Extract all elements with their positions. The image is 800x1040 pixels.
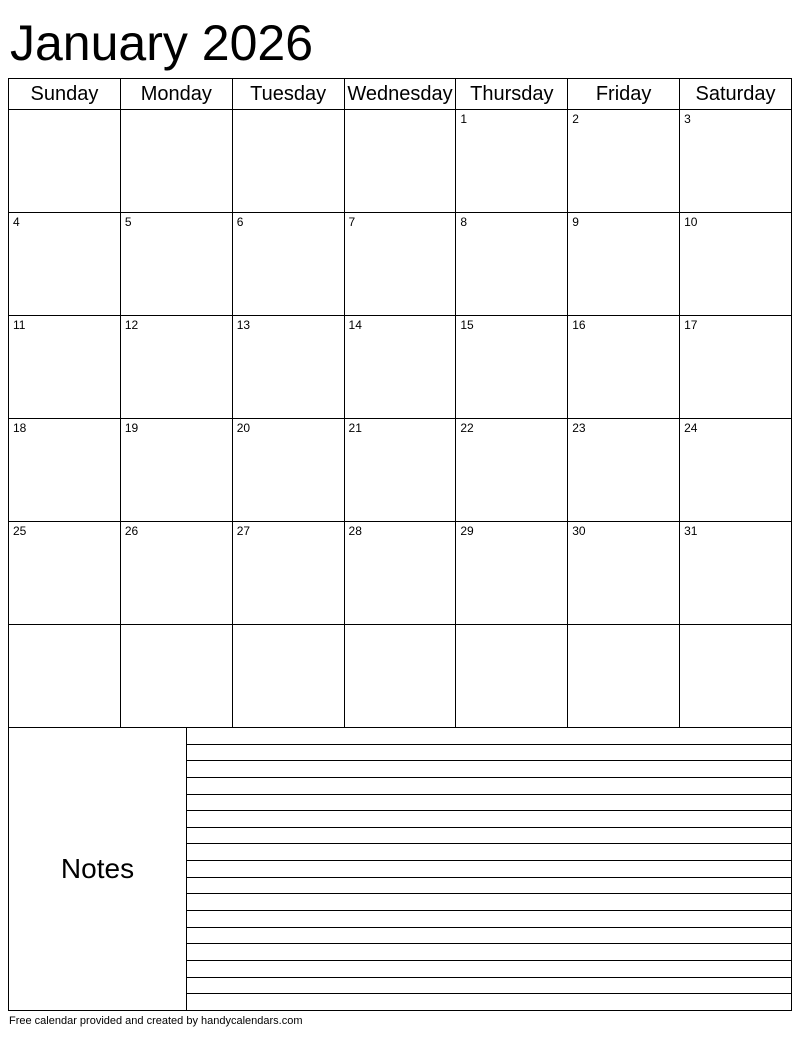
calendar-day-cell[interactable] [456,316,568,419]
calendar-week-row [9,316,792,419]
notes-line[interactable] [187,894,791,911]
day-number: 11 [13,318,26,332]
weekday-header-wednesday: Wednesday [344,79,456,110]
calendar-day-cell[interactable] [568,110,680,213]
calendar-day-cell[interactable] [9,419,121,522]
day-number: 9 [572,215,579,229]
calendar-day-cell[interactable] [232,110,344,213]
day-number: 5 [124,215,132,229]
calendar-day-cell[interactable] [232,213,344,316]
calendar-day-cell[interactable] [232,419,344,522]
notes-line[interactable] [187,728,791,745]
calendar-day-cell[interactable] [680,213,792,316]
calendar-day-cell[interactable] [120,419,232,522]
day-number: 21 [348,421,362,435]
notes-line[interactable] [187,761,791,778]
weekday-header-monday: Monday [120,79,232,110]
notes-line[interactable] [187,978,791,995]
notes-line[interactable] [187,795,791,812]
day-number: 23 [572,421,586,435]
day-number: 6 [236,215,244,229]
day-number: 30 [572,524,586,538]
day-number: 1 [460,112,468,126]
day-number: 16 [572,318,586,332]
calendar-day-cell[interactable] [232,625,344,728]
calendar-day-cell[interactable] [456,110,568,213]
day-number: 13 [236,318,251,332]
notes-line[interactable] [187,811,791,828]
calendar-day-cell[interactable] [680,316,792,419]
day-number: 2 [572,112,579,126]
calendar-day-cell[interactable] [680,522,792,625]
notes-line[interactable] [187,778,791,795]
calendar-day-cell[interactable] [120,213,232,316]
day-number: 18 [13,421,27,435]
calendar-week-row [9,419,792,522]
calendar-day-cell[interactable] [568,625,680,728]
weekday-header-sunday: Sunday [9,79,121,110]
notes-line[interactable] [187,861,791,878]
day-number: 19 [124,421,139,435]
calendar-day-cell[interactable] [344,213,456,316]
calendar-day-cell[interactable] [9,213,121,316]
day-number: 10 [684,215,698,229]
calendar-day-cell[interactable] [456,625,568,728]
calendar-day-cell[interactable] [680,419,792,522]
notes-line[interactable] [187,994,791,1010]
day-number: 27 [236,524,251,538]
day-number: 12 [124,318,139,332]
calendar-day-cell[interactable] [344,522,456,625]
weekday-header-row [9,79,792,110]
day-number: 14 [348,318,362,332]
notes-section [8,728,792,1011]
calendar-day-cell[interactable] [120,110,232,213]
calendar-day-cell[interactable] [120,522,232,625]
day-number: 15 [460,318,474,332]
calendar-day-cell[interactable] [680,110,792,213]
day-number: 26 [124,524,139,538]
day-number: 28 [348,524,362,538]
calendar-day-cell[interactable] [9,625,121,728]
notes-line[interactable] [187,878,791,895]
calendar-header [9,79,792,110]
day-number: 7 [348,215,356,229]
calendar-day-cell[interactable] [344,625,456,728]
calendar-week-row [9,522,792,625]
day-number: 4 [13,215,20,229]
calendar-day-cell[interactable] [568,522,680,625]
notes-line[interactable] [187,911,791,928]
calendar-day-cell[interactable] [120,625,232,728]
calendar-day-cell[interactable] [344,316,456,419]
calendar-table [8,78,792,728]
calendar-day-cell[interactable] [456,213,568,316]
calendar-day-cell[interactable] [232,316,344,419]
weekday-header-friday: Friday [568,79,680,110]
footer-credit: Free calendar provided and created by handycalendars.com [9,1015,303,1027]
calendar-day-cell[interactable] [9,316,121,419]
notes-line[interactable] [187,844,791,861]
calendar-day-cell[interactable] [344,110,456,213]
day-number: 24 [684,421,698,435]
calendar-day-cell[interactable] [456,419,568,522]
notes-line[interactable] [187,961,791,978]
notes-line[interactable] [187,928,791,945]
notes-label: Notes [9,728,187,1010]
page-title: January 2026 [10,15,314,71]
weekday-header-saturday: Saturday [680,79,792,110]
day-number: 8 [460,215,468,229]
calendar-day-cell[interactable] [568,419,680,522]
calendar-day-cell[interactable] [680,625,792,728]
calendar-day-cell[interactable] [456,522,568,625]
calendar-week-row [9,110,792,213]
weekday-header-tuesday: Tuesday [232,79,344,110]
calendar-day-cell[interactable] [232,522,344,625]
day-number: 20 [236,421,251,435]
day-number: 29 [460,524,474,538]
notes-line[interactable] [187,944,791,961]
calendar-week-row [9,213,792,316]
day-number: 3 [684,112,691,126]
day-number: 31 [684,524,698,538]
day-number: 17 [684,318,698,332]
calendar-day-cell[interactable] [9,110,121,213]
calendar-day-cell[interactable] [9,522,121,625]
calendar-week-row [9,625,792,728]
calendar-body [9,110,792,728]
calendar-day-cell[interactable] [344,419,456,522]
calendar-day-cell[interactable] [568,213,680,316]
day-number: 25 [13,524,27,538]
notes-line[interactable] [187,828,791,845]
calendar-day-cell[interactable] [568,316,680,419]
weekday-header-thursday: Thursday [456,79,568,110]
day-number: 22 [460,421,474,435]
calendar-day-cell[interactable] [120,316,232,419]
notes-lines[interactable] [187,728,791,1010]
notes-line[interactable] [187,745,791,762]
